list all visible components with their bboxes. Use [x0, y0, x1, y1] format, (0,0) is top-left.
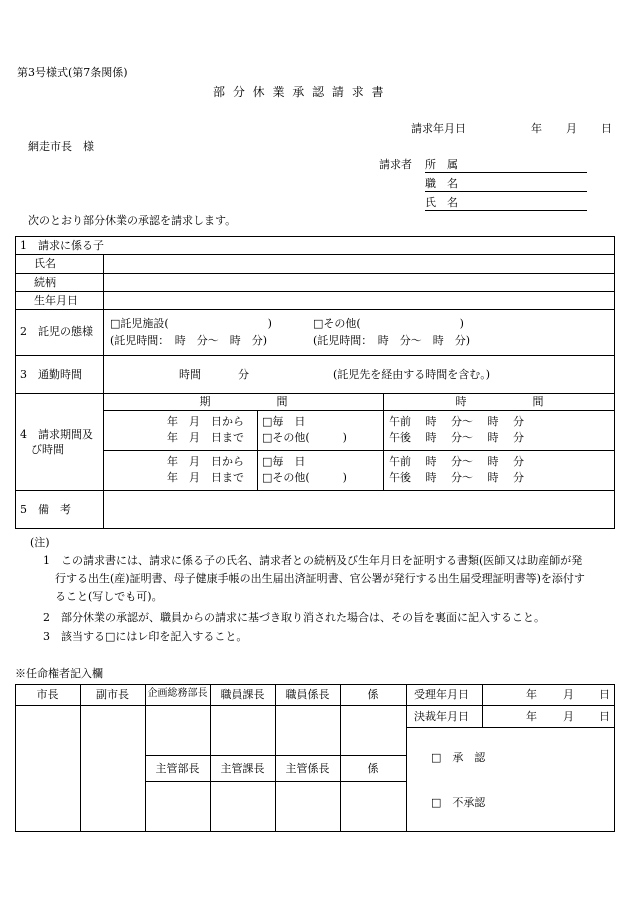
date-day-label: 日 — [601, 122, 612, 135]
note-1-line-2: 行する出生(産)証明書、母子健康手帳の出生届出済証明書、官公署が発行する出生届受理証明書等)を添付す — [55, 572, 585, 585]
decided-month: 月 — [563, 710, 574, 723]
appointer-heading: ※任命権者記入欄 — [15, 667, 103, 680]
header-planning-director: 企画総務部長 — [147, 688, 208, 699]
child-birthdate-field[interactable] — [104, 292, 614, 308]
nursery-facility-hours: (託児時間： 時 分～ 時 分) — [110, 334, 268, 347]
date-month-label: 月 — [566, 122, 577, 135]
note-1 — [43, 552, 615, 606]
header-mayor: 市長 — [36, 688, 59, 701]
seal-box-mayor[interactable] — [16, 706, 79, 831]
addressee: 網走市長 様 — [28, 140, 94, 153]
note-3: 3 該当する□にはレ印を記入すること。 — [43, 630, 248, 643]
note-1-line-1: 1 この請求書には、請求に係る子の氏名、請求者との続柄及び生年月日を証明する書類(医師又は助産師が発 — [43, 554, 583, 567]
name-field[interactable] — [425, 210, 587, 211]
child-relation-field[interactable] — [104, 274, 614, 290]
nursery-other-hours: (託児時間： 時 分～ 時 分) — [313, 334, 471, 347]
period2-to: 年 月 日まで — [167, 471, 244, 484]
period1-daily-checkbox[interactable]: □毎 日 — [262, 415, 306, 428]
header-section-manager: 主管課長 — [220, 762, 265, 775]
approve-checkbox[interactable]: □ 承 認 — [431, 751, 486, 764]
disapprove-checkbox[interactable]: □ 不承認 — [431, 796, 486, 809]
section-period-line2: び時間 — [31, 443, 64, 456]
child-birthdate-label: 生年月日 — [34, 294, 78, 307]
section-period-line1: 4 請求期間及 — [20, 428, 93, 441]
period1-pm-time: 午後 時 分～ 時 分 — [389, 431, 524, 444]
position-field[interactable] — [425, 191, 587, 192]
affiliation-field[interactable] — [425, 172, 587, 173]
seal-box-deputy-mayor[interactable] — [81, 706, 144, 831]
period-header: 期 間 — [199, 395, 288, 408]
nursery-other-checkbox[interactable]: □その他( ) — [313, 317, 464, 330]
child-name-label: 氏名 — [34, 257, 56, 270]
period1-am-time: 午前 時 分～ 時 分 — [389, 415, 524, 428]
period2-from: 年 月 日から — [167, 455, 244, 468]
header-deputy-mayor: 副市長 — [96, 688, 129, 701]
header-staff: 係 — [367, 688, 379, 701]
request-date-label: 請求年月日 — [411, 122, 466, 135]
period1-from: 年 月 日から — [167, 415, 244, 428]
form-number: 第3号様式(第7条関係) — [17, 66, 128, 79]
commute-minutes-label: 分 — [238, 368, 249, 381]
decided-date-label: 決裁年月日 — [414, 710, 469, 723]
remarks-field[interactable] — [104, 491, 614, 528]
commute-hours-label: 時間 — [179, 368, 201, 381]
decided-year: 年 — [526, 710, 537, 723]
period1-to: 年 月 日まで — [167, 431, 244, 444]
name-label: 氏 名 — [425, 196, 458, 209]
section-child: 1 請求に係る子 — [20, 239, 104, 252]
decided-day: 日 — [599, 710, 610, 723]
header-personnel-manager: 職員課長 — [220, 688, 265, 701]
intro-text: 次のとおり部分休業の承認を請求します。 — [28, 214, 237, 227]
date-year-label: 年 — [531, 122, 542, 135]
period2-pm-time: 午後 時 分～ 時 分 — [389, 471, 524, 484]
position-label: 職 名 — [425, 177, 458, 190]
page-title: 部 分 休 業 承 認 請 求 書 — [213, 85, 386, 99]
period2-am-time: 午前 時 分～ 時 分 — [389, 455, 524, 468]
received-year: 年 — [526, 688, 537, 701]
child-relation-label: 続柄 — [34, 276, 56, 289]
period2-daily-checkbox[interactable]: □毎 日 — [262, 455, 306, 468]
note-2: 2 部分休業の承認が、職員からの請求に基づき取り消された場合は、その旨を裏面に記入すること。 — [43, 611, 545, 624]
received-day: 日 — [599, 688, 610, 701]
received-date-label: 受理年月日 — [414, 688, 469, 701]
notes-heading: (注) — [30, 536, 50, 549]
section-remarks: 5 備 考 — [20, 503, 71, 516]
commute-note: (託児先を経由する時間を含む。) — [333, 368, 491, 381]
affiliation-label: 所 属 — [425, 158, 458, 171]
received-month: 月 — [563, 688, 574, 701]
section-nursery: 2 託児の態様 — [20, 325, 93, 338]
note-1-line-3: ること(写しでも可)。 — [55, 590, 163, 603]
requester-label: 請求者 — [379, 158, 412, 171]
header-department-director: 主管部長 — [155, 762, 200, 775]
header-personnel-chief: 職員係長 — [285, 688, 330, 701]
period2-other-checkbox[interactable]: □その他( ) — [262, 471, 347, 484]
child-name-field[interactable] — [104, 255, 614, 272]
period1-other-checkbox[interactable]: □その他( ) — [262, 431, 347, 444]
header-section-chief: 主管係長 — [285, 762, 330, 775]
header-section-staff: 係 — [367, 762, 379, 775]
section-commute: 3 通勤時間 — [20, 368, 82, 381]
time-header: 時 間 — [455, 395, 544, 408]
nursery-facility-checkbox[interactable]: □託児施設( ) — [110, 317, 272, 330]
